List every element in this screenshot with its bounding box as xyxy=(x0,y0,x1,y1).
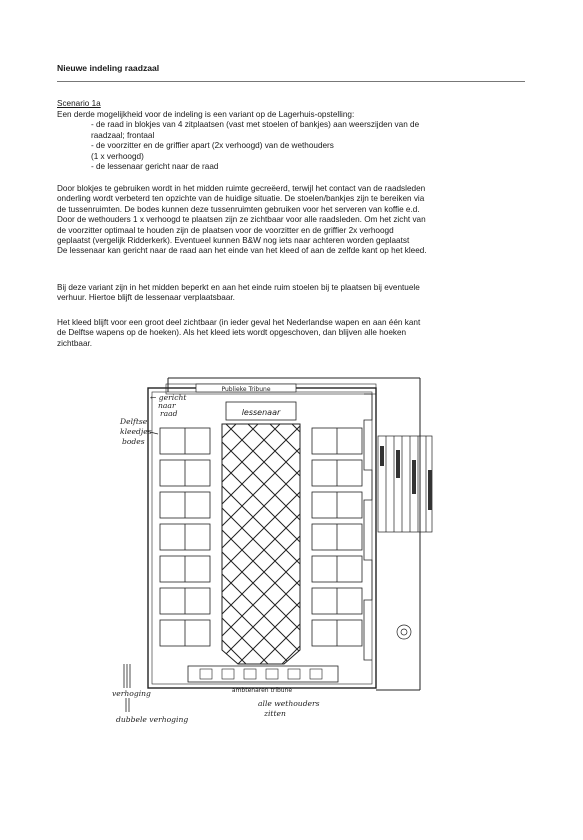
bullet-line: - de voorzitter en de griffier apart (2x verhoogd) van de wethouders xyxy=(91,141,334,151)
bullet-line: - de raad in blokjes van 4 zitplaatsen (vast met stoelen of bankjes) aan weerszijden van de xyxy=(91,120,420,130)
right-wall-detail xyxy=(364,394,372,660)
lectern xyxy=(226,402,296,420)
bottom-tribune xyxy=(188,666,338,694)
bodes-note-line: bodes xyxy=(122,437,145,446)
text-line: De lessenaar kan gericht naar de raad aan het einde van het kleed of aan de zelfde kant op het kleed. xyxy=(57,246,427,256)
text-line: de tussenruimten. De bodes kunnen deze tussenruimten gebruiken voor het serveren van koffie e.d. xyxy=(57,204,420,214)
bodes-note-line: kleedjes xyxy=(120,427,152,436)
text-line: geplaatst (vergelijk Ridderkerk). Eventueel kunnen B&W nog iets naar achteren worden geplaatst xyxy=(57,236,410,246)
bullet-line: raadzaal; frontaal xyxy=(91,130,155,140)
wethouders-note-line: zitten xyxy=(264,709,286,718)
intro-line: Een derde mogelijkheid voor de indeling is een variant op de Lagerhuis-opstelling: xyxy=(57,110,355,119)
text-line: Bij deze variant zijn in het midden beperkt en aan het einde ruim stoelen bij te plaatsen bij eventuele xyxy=(57,283,420,292)
bottom-tribune-label: ambtenaren tribune xyxy=(231,687,293,694)
text-line: Door de wethouders 1 x verhoogd te plaatsen zijn ze zichtbaar voor alle raadsleden. Om het zicht van xyxy=(57,215,426,225)
carpet xyxy=(222,424,300,664)
bullet-line: (1 x verhoogd) xyxy=(91,151,144,161)
page-title: Nieuwe indeling raadzaal xyxy=(57,63,160,73)
dubbele-verhoging-note: dubbele verhoging xyxy=(116,715,189,724)
text-line: de voorzitter optimaal te houden zijn de plaatsen voor de voorzitter en de griffier 2x verhoogd xyxy=(57,225,394,235)
bullet-line: - de lessenaar gericht naar de raad xyxy=(91,162,219,172)
text-line: verhuur. Hiertoe blijft de lessenaar verplaatsbaar. xyxy=(57,293,235,303)
left-seat-blocks xyxy=(160,428,210,646)
verhoging-note: verhoging xyxy=(112,689,151,698)
text-line: Door blokjes te gebruiken wordt in het midden ruimte gecreëerd, terwijl het contact van de raadsleden xyxy=(57,184,426,193)
lectern-note-line: ← gericht xyxy=(150,393,187,402)
bodes-note-line: Delftse xyxy=(120,417,148,426)
lectern-note-line: raad xyxy=(160,409,178,418)
tribune-label: Publieke Tribune xyxy=(221,386,271,393)
public-tribune xyxy=(196,384,296,393)
wethouders-note-line: alle wethouders xyxy=(258,699,320,708)
text-line: onderling wordt verbeterd ten opzichte van de huidige situatie. De stoelen/bankjes zijn te bereiken via xyxy=(57,194,425,204)
title-block xyxy=(378,436,432,639)
text-line: de Delftse wapens op de hoeken). Als het kleed iets wordt opgeschoven, dan blijven alle hoeken xyxy=(57,328,407,338)
lectern-note-line: naar xyxy=(158,401,176,410)
text-line: Het kleed blijft voor een groot deel zichtbaar (in ieder geval het Nederlandse wapen en aan één kant xyxy=(57,318,421,327)
scenario-heading: Scenario 1a xyxy=(57,99,101,108)
right-seat-blocks xyxy=(312,428,362,646)
text-line: zichtbaar. xyxy=(57,338,93,348)
lectern-label: lessenaar xyxy=(241,408,281,417)
